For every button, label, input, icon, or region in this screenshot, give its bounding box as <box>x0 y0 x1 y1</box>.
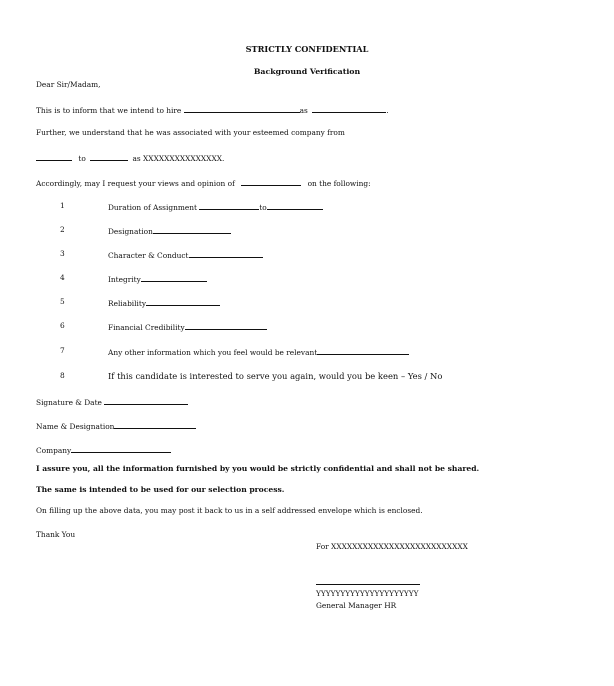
company-label: Company <box>36 446 72 455</box>
to-date-blank <box>90 152 128 161</box>
item-row <box>108 225 231 236</box>
candidate-name-blank <box>184 104 300 113</box>
document-title: STRICTLY CONFIDENTIAL <box>245 44 369 54</box>
item-label: Any other information which you feel would be relevant <box>108 348 318 357</box>
candidate-blank <box>241 177 301 186</box>
intro-to-text: to <box>78 154 86 163</box>
name-field <box>36 420 196 431</box>
item-label: Character & Conduct <box>108 251 189 260</box>
duration-to-blank <box>267 201 323 210</box>
intro-line-3 <box>36 152 224 163</box>
item-row <box>108 201 323 212</box>
reliability-blank <box>146 297 220 306</box>
duration-from-blank <box>199 201 259 210</box>
signature-line <box>316 584 420 585</box>
intro-as-text: as <box>299 106 308 115</box>
request-text: Accordingly, may I request your views and opinion of <box>36 179 235 188</box>
company-blank <box>71 444 171 453</box>
intro-hire-text: This is to inform that we intend to hire <box>36 106 182 115</box>
document-subtitle: Background Verification <box>253 67 361 76</box>
for-company-text: For XXXXXXXXXXXXXXXXXXXXXXXXXX <box>316 542 468 551</box>
item-label: Reliability <box>108 299 147 308</box>
item-number: 7 <box>60 346 65 355</box>
intro-as-role-text: as XXXXXXXXXXXXXXX. <box>132 154 225 163</box>
item-row <box>108 297 220 308</box>
signature-field <box>36 396 188 407</box>
item-number: 5 <box>60 297 65 306</box>
item-label: Designation <box>108 227 153 236</box>
signatory-title: General Manager HR <box>316 601 397 610</box>
salutation: Dear Sir/Madam, <box>36 80 101 89</box>
duration-to-text: to <box>259 203 267 212</box>
instructions-text: On filling up the above data, you may post it back to us in a self addressed envelope which is enclosed. <box>36 506 423 515</box>
assurance-line-2: The same is intended to be used for our selection process. <box>36 485 285 494</box>
item-number: 8 <box>60 371 65 380</box>
item-number: 1 <box>60 201 65 210</box>
signatory-name: YYYYYYYYYYYYYYYYYYYYY <box>316 589 419 598</box>
item-number: 2 <box>60 225 65 234</box>
company-field <box>36 444 171 455</box>
item-number: 4 <box>60 273 65 282</box>
designation-blank <box>153 225 231 234</box>
thank-you-text: Thank You <box>36 530 76 539</box>
position-blank <box>312 104 389 115</box>
name-blank <box>114 420 196 429</box>
item-label: Financial Credibility <box>108 323 185 332</box>
from-date-blank <box>36 152 72 161</box>
item-row: If this candidate is interested to serve you again, would you be keen – Yes / No <box>108 371 443 381</box>
integrity-blank <box>141 273 207 282</box>
assurance-line-1: I assure you, all the information furnished by you would be strictly confidential and shall not be shared. <box>36 464 480 473</box>
character-blank <box>189 249 263 258</box>
item-row <box>108 249 263 260</box>
intro-period: . <box>386 106 389 115</box>
intro-line-2: Further, we understand that he was associated with your esteemed company from <box>36 128 345 137</box>
intro-line-1 <box>36 104 389 115</box>
item-number: 3 <box>60 249 65 258</box>
financial-blank <box>185 321 267 330</box>
item-label: Integrity <box>108 275 141 284</box>
other-info-blank <box>317 346 409 355</box>
item-row <box>108 273 207 284</box>
item-label: Duration of Assignment <box>108 203 197 212</box>
intro-line-4 <box>36 177 371 188</box>
name-label: Name & Designation <box>36 422 115 431</box>
item-row <box>108 346 409 357</box>
item-row <box>108 321 267 332</box>
item-number: 6 <box>60 321 65 330</box>
following-text: on the following: <box>307 179 371 188</box>
signature-label: Signature & Date <box>36 398 102 407</box>
signature-blank <box>104 396 188 405</box>
